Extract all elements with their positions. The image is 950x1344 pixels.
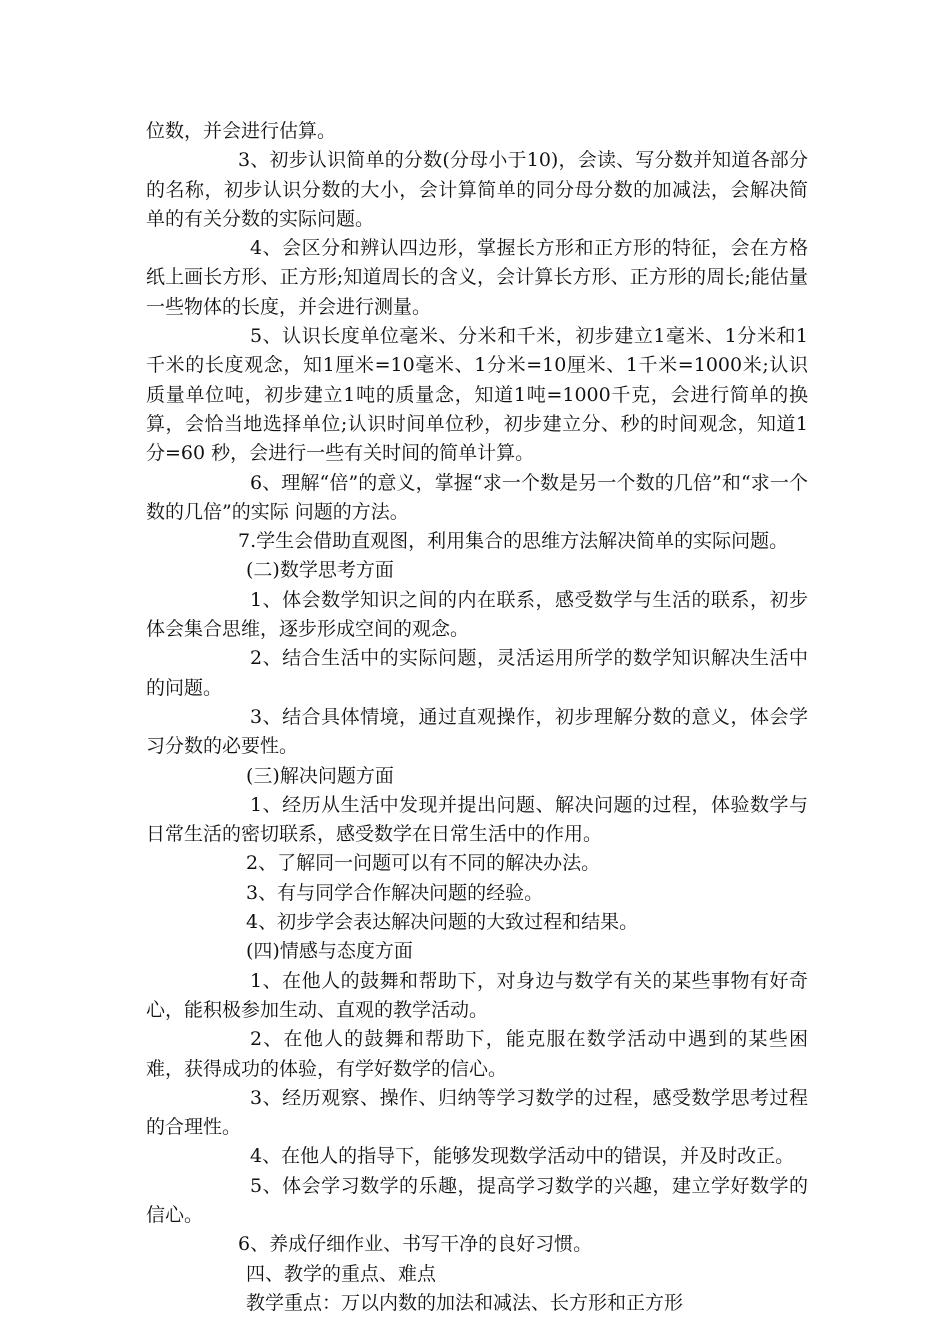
- paragraph: 5、体会学习数学的乐趣，提高学习数学的兴趣，建立学好数学的信心。: [146, 1174, 808, 1226]
- paragraph: 1、在他人的鼓舞和帮助下，对身边与数学有关的某些事物有好奇心，能积极参加生动、直观的教学活动。: [146, 969, 808, 1021]
- paragraph: 2、结合生活中的实际问题，灵活运用所学的数学知识解决生活中的问题。: [146, 647, 808, 699]
- paragraph: 4、会区分和辨认四边形，掌握长方形和正方形的特征，会在方格纸上画长方形、正方形;知道周长的含义，会计算长方形、正方形的周长;能估量一些物体的长度，并会进行测量。: [146, 237, 808, 318]
- paragraph: 1、体会数学知识之间的内在联系，感受数学与生活的联系，初步体会集合思维，逐步形成空间的观念。: [146, 588, 808, 641]
- paragraph: 7.学生会借助直观图，利用集合的思维方法解决简单的实际问题。: [238, 530, 789, 553]
- section-heading: (四)情感与态度方面: [246, 940, 413, 963]
- document-body: [146, 117, 808, 1318]
- paragraph: 1、经历从生活中发现并提出问题、解决问题的过程，体验数学与日常生活的密切联系，感受数学在日常生活中的作用。: [146, 793, 808, 846]
- paragraph: 3、初步认识简单的分数(分母小于10)，会读、写分数并知道各部分的名称，初步认识分数的大小，会计算简单的同分母分数的加减法，会解决简单的有关分数的实际问题。: [146, 149, 808, 230]
- paragraph: 5、认识长度单位毫米、分米和千米，初步建立1毫米、1分米和1千米的长度观念，知1厘米=10毫米、1分米=10厘米、1千米=1000米;认识质量单位吨，初步建立1吨的质量念，知道1吨=1000千克，会进行简单的换算，会恰当地选择单位;认识时间单位秒，初步建立分、秒的时间观念，知道1分=60 秒，会进行一些有关时间的简单计算。: [146, 325, 808, 465]
- section-heading: (三)解决问题方面: [246, 764, 394, 787]
- paragraph: 6、养成仔细作业、书写干净的良好习惯。: [238, 1233, 593, 1256]
- paragraph: 位数，并会进行估算。: [146, 120, 337, 142]
- paragraph: 3、有与同学合作解决问题的经验。: [246, 881, 544, 904]
- section-heading: 四、教学的重点、难点: [246, 1262, 437, 1285]
- paragraph: 教学重点：万以内数的加法和减法、长方形和正方形: [246, 1291, 684, 1314]
- paragraph: 2、了解同一问题可以有不同的解决办法。: [246, 852, 601, 875]
- paragraph: 3、结合具体情境，通过直观操作，初步理解分数的意义，体会学习分数的必要性。: [146, 705, 808, 758]
- section-heading: (二)数学思考方面: [246, 559, 394, 582]
- paragraph: 3、经历观察、操作、归纳等学习数学的过程，感受数学思考过程的合理性。: [146, 1086, 808, 1139]
- paragraph: 4、初步学会表达解决问题的大致过程和结果。: [246, 911, 639, 934]
- paragraph: 6、理解“倍”的意义，掌握“求一个数是另一个数的几倍”和“求一个数的几倍”的实际 问题的方法。: [146, 471, 808, 523]
- paragraph: 4、在他人的指导下，能够发现数学活动中的错误，并及时改正。: [250, 1145, 795, 1168]
- paragraph: 2、在他人的鼓舞和帮助下，能克服在数学活动中遇到的某些困难，获得成功的体验，有学好数学的信心。: [146, 1028, 808, 1080]
